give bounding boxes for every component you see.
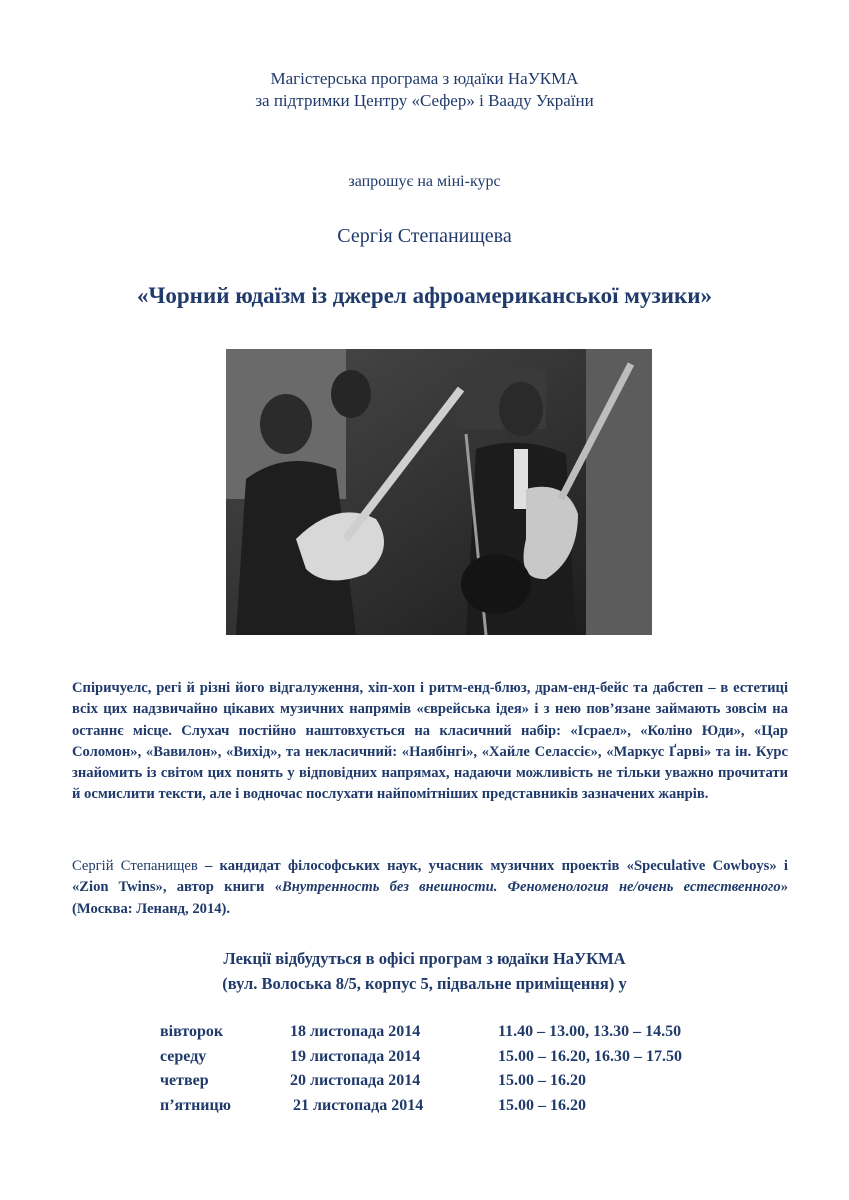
bio-name: Сергій Степанищев xyxy=(72,858,198,874)
band-photo xyxy=(226,349,652,635)
band-photo-illustration xyxy=(226,349,652,635)
bio-text-2: » (Москва: Ленанд, 2014). xyxy=(72,879,788,917)
schedule-row xyxy=(160,1045,682,1070)
schedule-date: 18 листопада 2014 xyxy=(290,1023,421,1041)
schedule-time: 11.40 – 13.00, 13.30 – 14.50 xyxy=(498,1023,682,1041)
bio-book-title: Внутренность без внешности. Феноменология не/очень естественного xyxy=(281,879,781,896)
venue-line-2: (вул. Волоська 8/5, корпус 5, підвальне приміщення) у xyxy=(222,974,627,993)
schedule-day: четвер xyxy=(160,1072,209,1090)
schedule-table xyxy=(160,1020,682,1118)
bio-text-1: – кандидат філософських наук, учасник музичних проектів «Speculative Cowboys» і «Zion Twins», автор книги « xyxy=(72,858,788,896)
schedule-row xyxy=(160,1094,682,1119)
schedule-date: 21 листопада 2014 xyxy=(293,1096,424,1114)
schedule-day: вівторок xyxy=(160,1023,224,1041)
schedule-row xyxy=(160,1069,682,1094)
course-title: «Чорний юдаїзм із джерел афроамериканської музики» xyxy=(137,283,712,308)
header xyxy=(0,68,849,112)
header-line-1: Магістерська програма з юдаїки НаУКМА xyxy=(270,69,579,88)
speaker-name: Сергія Степанищева xyxy=(337,225,512,247)
schedule-date: 19 листопада 2014 xyxy=(290,1047,421,1065)
venue xyxy=(0,946,849,996)
schedule-day: середу xyxy=(160,1047,207,1065)
schedule-row xyxy=(160,1020,682,1045)
venue-line-1: Лекції відбудуться в офісі програм з юдаїки НаУКМА xyxy=(223,949,626,968)
invite-text: запрошує на міні-курс xyxy=(348,173,501,190)
schedule-time: 15.00 – 16.20 xyxy=(498,1072,586,1090)
schedule-day: п’ятницю xyxy=(160,1096,231,1114)
course-description: Спіричуелс, регі й різні його відгалуження, хіп-хоп і ритм-енд-блюз, драм-енд-бейс та дабстеп – в естетиці всіх цих надзвичайно цікавих музичних напрямів «єврейська ідея» і з нею пов’язане займають зовсім на останнє місце. Слухач постійно наштовхується на класичний набір: «Ісраел», «Коліно Юди», «Цар Соломон», «Вавилон», «Вихід», та некласичний: «Наябінгі», «Хайле Селассіє», «Маркус Ґарві» та ін. Курс знайомить із світом цих понять у відповідних напрямах, надаючи можливість не тільки уважно прочитати й осмислити тексти, але і водночас послухати найпомітніших представників зазначених жанрів. xyxy=(72,680,788,803)
schedule-time: 15.00 – 16.20 xyxy=(498,1096,586,1114)
schedule-date: 20 листопада 2014 xyxy=(290,1072,421,1090)
schedule-time: 15.00 – 16.20, 16.30 – 17.50 xyxy=(498,1047,682,1065)
header-line-2: за підтримки Центру «Сефер» і Вааду України xyxy=(255,91,594,110)
speaker-bio xyxy=(72,856,788,920)
